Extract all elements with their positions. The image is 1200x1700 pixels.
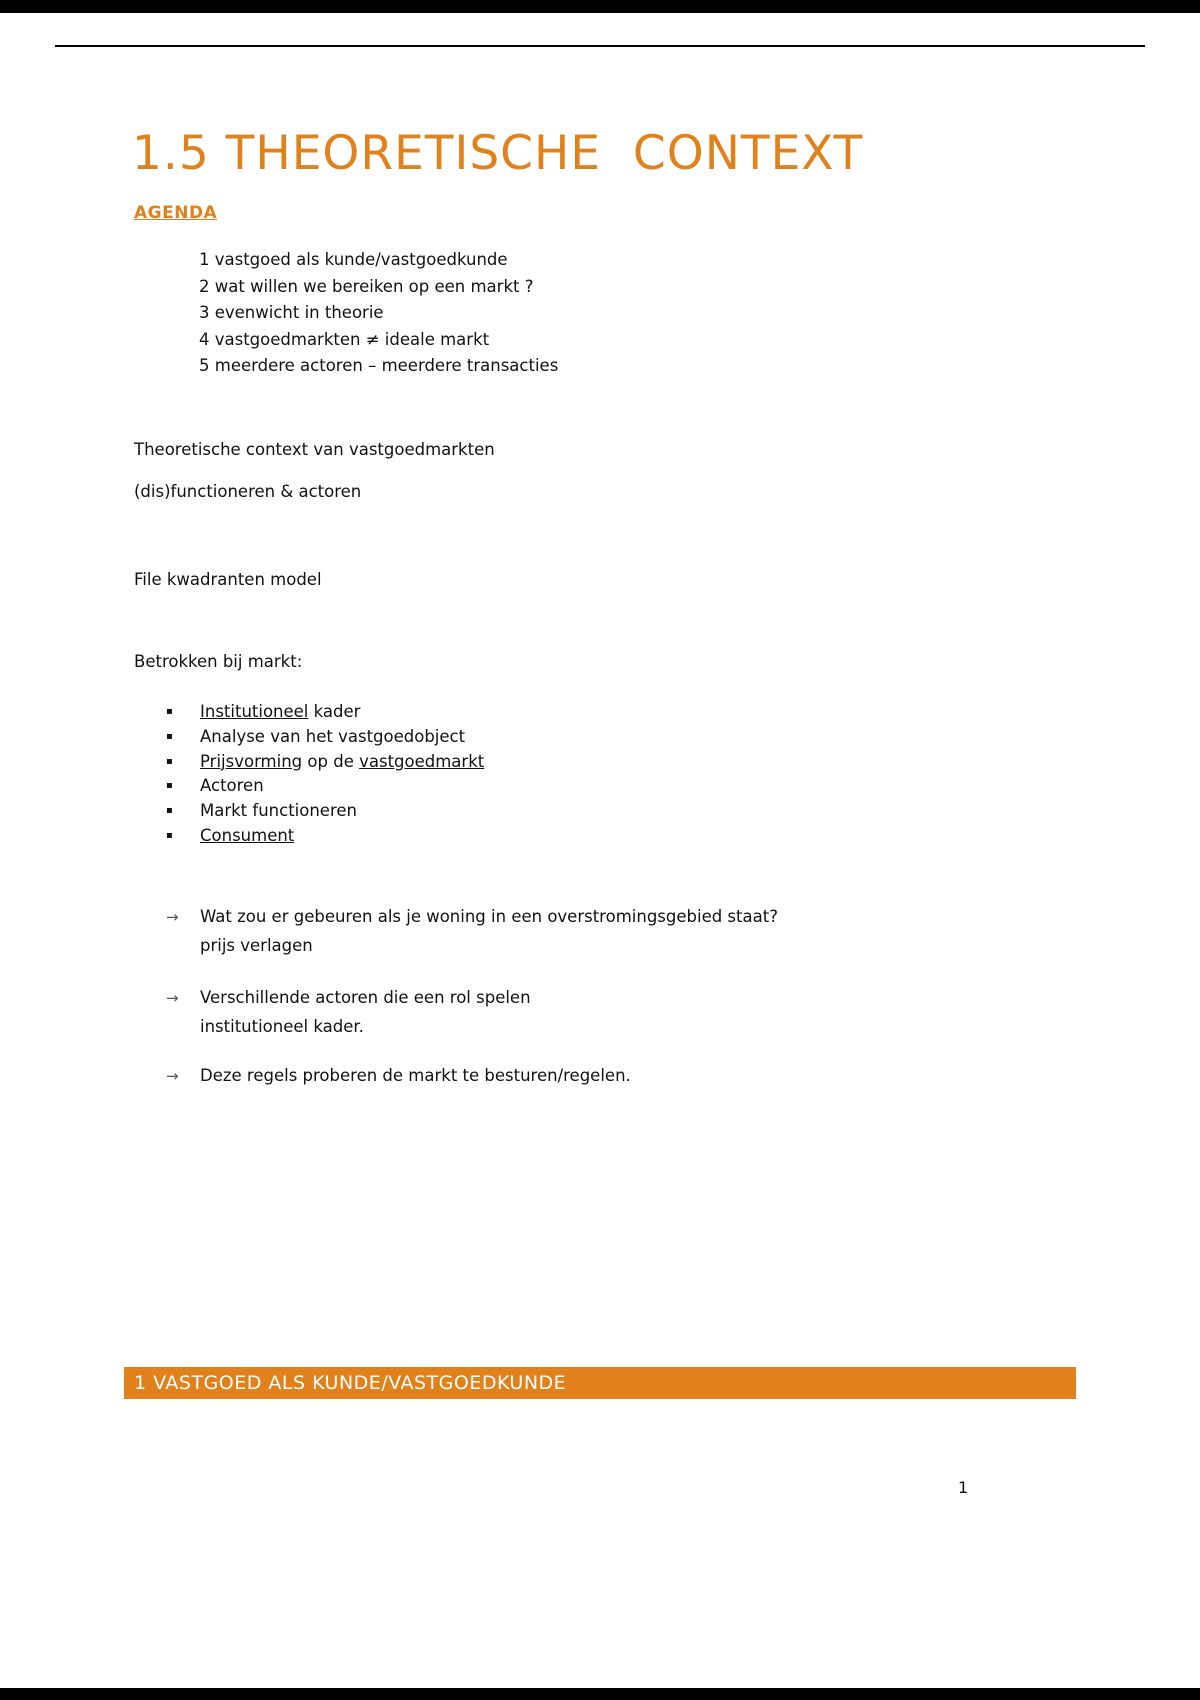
bullet-text: Actoren (200, 776, 264, 796)
bullet-item-institutioneel-kader (166, 700, 484, 725)
bullet-text (200, 750, 484, 775)
arrow-note-line: Wat zou er gebeuren als je woning in een overstromingsgebied staat? (200, 907, 778, 926)
section-banner (124, 1367, 1076, 1399)
agenda-item-5: 5 meerdere actoren – meerdere transacties (199, 356, 559, 375)
bullet-text-underlined: vastgoedmarkt (359, 751, 485, 771)
bullet-text: Analyse van het vastgoedobject (200, 726, 466, 746)
page-title: 1.5 THEORETISCHE CONTEXT (132, 126, 864, 181)
arrow-note-text (200, 984, 531, 1041)
bullet-item-actoren (166, 774, 484, 799)
square-bullet-icon: ▪ (166, 805, 173, 817)
arrow-note-regels-markt (166, 1062, 631, 1091)
square-bullet-icon: ▪ (166, 829, 173, 841)
square-bullet-icon: ▪ (166, 730, 173, 742)
paragraph-disfunctioneren-actoren: (dis)functioneren & actoren (134, 482, 362, 501)
arrow-note-text (200, 1062, 631, 1091)
top-black-bar (0, 0, 1200, 13)
bullet-text-underlined: Prijsvorming (200, 751, 303, 771)
section-banner-label: 1 VASTGOED ALS KUNDE/VASTGOEDKUNDE (134, 1372, 567, 1394)
paragraph-betrokken-bij-markt: Betrokken bij markt: (134, 652, 303, 671)
bottom-black-bar (0, 1688, 1200, 1700)
agenda-item-1: 1 vastgoed als kunde/vastgoedkunde (199, 250, 508, 269)
arrow-note-text (200, 903, 778, 960)
arrow-note-line: prijs verlagen (200, 935, 313, 955)
agenda-item-3: 3 evenwicht in theorie (199, 303, 384, 322)
bullet-text (200, 700, 360, 725)
paragraph-theoretische-context: Theoretische context van vastgoedmarkten (134, 440, 495, 459)
arrow-note-line: institutioneel kader. (200, 1016, 364, 1036)
right-arrow-icon: → (166, 908, 179, 926)
square-bullet-icon: ▪ (166, 755, 173, 767)
paragraph-file-kwadranten-model: File kwadranten model (134, 570, 322, 589)
square-bullet-icon: ▪ (166, 706, 173, 717)
square-bullet-icon: ▪ (166, 780, 173, 792)
bullet-text (200, 824, 294, 849)
agenda-heading: AGENDA (134, 203, 218, 223)
bullet-text-underlined: Consument (200, 825, 295, 845)
agenda-list (199, 247, 558, 380)
right-arrow-icon: → (166, 1067, 179, 1085)
agenda-item-4: 4 vastgoedmarkten ≠ ideale markt (199, 329, 490, 349)
arrow-note-overstromingsgebied (166, 903, 778, 960)
arrow-note-line: Verschillende actoren die een rol spelen (200, 988, 531, 1007)
bullet-item-prijsvorming (166, 750, 484, 775)
bullet-text: Markt functioneren (200, 801, 357, 821)
arrow-note-line: Deze regels proberen de markt te besturen/regelen. (200, 1066, 631, 1085)
header-rule (55, 45, 1145, 47)
agenda-item-2: 2 wat willen we bereiken op een markt ? (199, 276, 534, 296)
bullet-item-consument (166, 824, 484, 849)
bullet-text-plain: op de (302, 751, 360, 771)
page-number: 1 (958, 1478, 969, 1497)
bullet-item-analyse-vastgoedobject (166, 725, 484, 750)
bullet-text-underlined: Institutioneel (200, 702, 309, 721)
right-arrow-icon: → (166, 989, 179, 1007)
arrow-note-actoren-rol (166, 984, 531, 1041)
bullet-text-plain: kader (308, 702, 361, 721)
bullet-list (166, 700, 484, 849)
bullet-item-markt-functioneren (166, 799, 484, 824)
